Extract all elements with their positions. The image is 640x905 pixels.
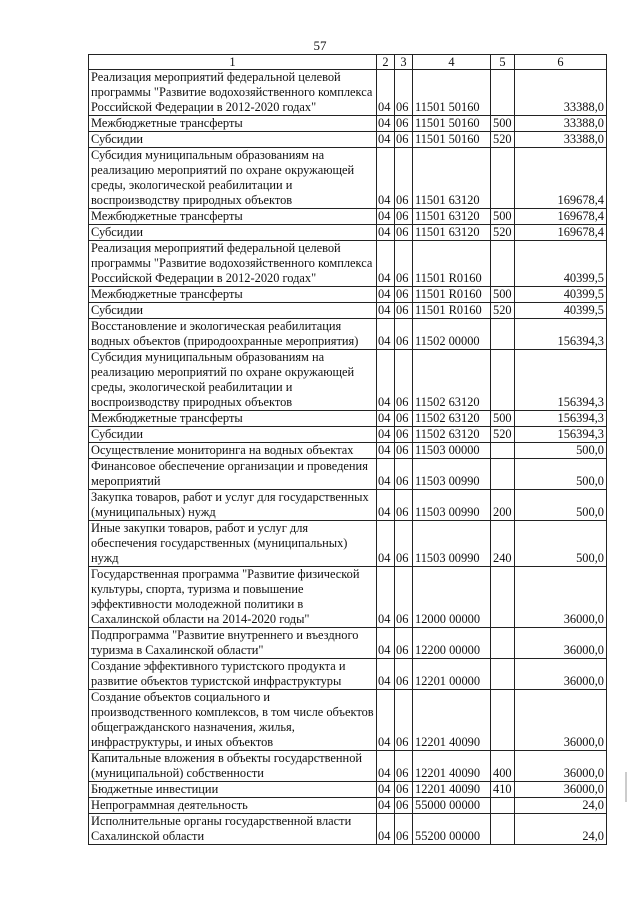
amount-cell: 156394,3 <box>515 427 607 443</box>
table-row <box>89 690 607 751</box>
target-article-cell: 11501 R0160 <box>413 287 491 303</box>
amount-cell: 500,0 <box>515 521 607 567</box>
amount-cell: 40399,5 <box>515 303 607 319</box>
expense-type-cell <box>491 628 515 659</box>
table-row <box>89 443 607 459</box>
description-cell: Субсидия муниципальным образованиям на реализацию мероприятий по охране окружающей среды, экологической реабилитации и воспроизводству природных объектов <box>89 350 377 411</box>
subsection-cell: 06 <box>395 411 413 427</box>
table-row <box>89 411 607 427</box>
table-row <box>89 225 607 241</box>
table-row <box>89 814 607 845</box>
target-article-cell: 11501 R0160 <box>413 303 491 319</box>
target-article-cell: 11502 63120 <box>413 411 491 427</box>
section-cell: 04 <box>377 287 395 303</box>
target-article-cell: 11502 63120 <box>413 350 491 411</box>
section-cell: 04 <box>377 132 395 148</box>
description-cell: Закупка товаров, работ и услуг для государственных (муниципальных) нужд <box>89 490 377 521</box>
subsection-cell: 06 <box>395 209 413 225</box>
target-article-cell: 12201 40090 <box>413 690 491 751</box>
description-cell: Межбюджетные трансферты <box>89 116 377 132</box>
description-cell: Субсидии <box>89 132 377 148</box>
subsection-cell: 06 <box>395 798 413 814</box>
section-cell: 04 <box>377 241 395 287</box>
expense-type-cell: 500 <box>491 287 515 303</box>
amount-cell: 156394,3 <box>515 411 607 427</box>
subsection-cell: 06 <box>395 70 413 116</box>
description-cell: Государственная программа "Развитие физической культуры, спорта, туризма и повышение эффективности молодежной политики в Сахалинской области на 2014-2020 годы" <box>89 567 377 628</box>
expense-type-cell <box>491 459 515 490</box>
amount-cell: 36000,0 <box>515 659 607 690</box>
table-row <box>89 798 607 814</box>
subsection-cell: 06 <box>395 690 413 751</box>
expense-type-cell <box>491 319 515 350</box>
subsection-cell: 06 <box>395 782 413 798</box>
description-cell: Межбюджетные трансферты <box>89 411 377 427</box>
expense-type-cell: 400 <box>491 751 515 782</box>
amount-cell: 33388,0 <box>515 132 607 148</box>
section-cell: 04 <box>377 443 395 459</box>
target-article-cell: 12200 00000 <box>413 628 491 659</box>
amount-cell: 36000,0 <box>515 567 607 628</box>
expense-type-cell <box>491 798 515 814</box>
expense-type-cell <box>491 241 515 287</box>
expense-type-cell <box>491 350 515 411</box>
subsection-cell: 06 <box>395 148 413 209</box>
description-cell: Субсидии <box>89 225 377 241</box>
table-row <box>89 659 607 690</box>
amount-cell: 36000,0 <box>515 782 607 798</box>
header-cell: 2 <box>377 55 395 70</box>
target-article-cell: 11501 R0160 <box>413 241 491 287</box>
expense-type-cell: 520 <box>491 427 515 443</box>
target-article-cell: 11501 63120 <box>413 209 491 225</box>
description-cell: Исполнительные органы государственной власти Сахалинской области <box>89 814 377 845</box>
amount-cell: 169678,4 <box>515 148 607 209</box>
amount-cell: 24,0 <box>515 798 607 814</box>
section-cell: 04 <box>377 814 395 845</box>
description-cell: Иные закупки товаров, работ и услуг для обеспечения государственных (муниципальных) нужд <box>89 521 377 567</box>
amount-cell: 156394,3 <box>515 319 607 350</box>
subsection-cell: 06 <box>395 132 413 148</box>
description-cell: Субсидии <box>89 303 377 319</box>
target-article-cell: 12000 00000 <box>413 567 491 628</box>
section-cell: 04 <box>377 427 395 443</box>
subsection-cell: 06 <box>395 521 413 567</box>
description-cell: Капитальные вложения в объекты государственной (муниципальной) собственности <box>89 751 377 782</box>
header-cell: 4 <box>413 55 491 70</box>
subsection-cell: 06 <box>395 567 413 628</box>
subsection-cell: 06 <box>395 350 413 411</box>
target-article-cell: 12201 40090 <box>413 751 491 782</box>
table-row <box>89 459 607 490</box>
table-row <box>89 70 607 116</box>
description-cell: Создание объектов социального и производственного комплексов, в том числе объектов общегражданского назначения, жилья, инфраструктуры, и иных объектов <box>89 690 377 751</box>
description-cell: Реализация мероприятий федеральной целевой программы "Развитие водохозяйственного комплекса Российской Федерации в 2012-2020 годах" <box>89 241 377 287</box>
section-cell: 04 <box>377 690 395 751</box>
expense-type-cell: 520 <box>491 303 515 319</box>
target-article-cell: 11501 50160 <box>413 116 491 132</box>
table-row <box>89 132 607 148</box>
description-cell: Создание эффективного туристского продукта и развитие объектов туристской инфраструктуры <box>89 659 377 690</box>
amount-cell: 40399,5 <box>515 241 607 287</box>
expense-type-cell: 500 <box>491 116 515 132</box>
expense-type-cell: 500 <box>491 209 515 225</box>
description-cell: Субсидии <box>89 427 377 443</box>
amount-cell: 500,0 <box>515 490 607 521</box>
table-row <box>89 319 607 350</box>
target-article-cell: 11503 00000 <box>413 443 491 459</box>
table-row <box>89 303 607 319</box>
expense-type-cell <box>491 690 515 751</box>
table-row <box>89 521 607 567</box>
target-article-cell: 55200 00000 <box>413 814 491 845</box>
table-row <box>89 116 607 132</box>
table-row <box>89 148 607 209</box>
subsection-cell: 06 <box>395 459 413 490</box>
table-row <box>89 427 607 443</box>
budget-table <box>88 54 607 845</box>
amount-cell: 500,0 <box>515 443 607 459</box>
target-article-cell: 11501 50160 <box>413 132 491 148</box>
subsection-cell: 06 <box>395 751 413 782</box>
description-cell: Реализация мероприятий федеральной целевой программы "Развитие водохозяйственного комплекса Российской Федерации в 2012-2020 годах" <box>89 70 377 116</box>
amount-cell: 156394,3 <box>515 350 607 411</box>
section-cell: 04 <box>377 116 395 132</box>
description-cell: Субсидия муниципальным образованиям на реализацию мероприятий по охране окружающей среды, экологической реабилитации и воспроизводству природных объектов <box>89 148 377 209</box>
page-number: 57 <box>313 38 327 53</box>
table-row <box>89 751 607 782</box>
target-article-cell: 11501 63120 <box>413 225 491 241</box>
section-cell: 04 <box>377 70 395 116</box>
target-article-cell: 11503 00990 <box>413 459 491 490</box>
expense-type-cell: 240 <box>491 521 515 567</box>
subsection-cell: 06 <box>395 225 413 241</box>
section-cell: 04 <box>377 350 395 411</box>
amount-cell: 40399,5 <box>515 287 607 303</box>
description-cell: Непрограммная деятельность <box>89 798 377 814</box>
section-cell: 04 <box>377 303 395 319</box>
table-body <box>89 70 607 845</box>
subsection-cell: 06 <box>395 628 413 659</box>
amount-cell: 500,0 <box>515 459 607 490</box>
section-cell: 04 <box>377 148 395 209</box>
section-cell: 04 <box>377 628 395 659</box>
target-article-cell: 55000 00000 <box>413 798 491 814</box>
expense-type-cell: 520 <box>491 225 515 241</box>
section-cell: 04 <box>377 319 395 350</box>
amount-cell: 33388,0 <box>515 116 607 132</box>
subsection-cell: 06 <box>395 287 413 303</box>
section-cell: 04 <box>377 225 395 241</box>
section-cell: 04 <box>377 521 395 567</box>
header-cell: 3 <box>395 55 413 70</box>
amount-cell: 36000,0 <box>515 690 607 751</box>
section-cell: 04 <box>377 659 395 690</box>
subsection-cell: 06 <box>395 659 413 690</box>
description-cell: Финансовое обеспечение организации и проведения мероприятий <box>89 459 377 490</box>
table-row <box>89 287 607 303</box>
subsection-cell: 06 <box>395 303 413 319</box>
expense-type-cell <box>491 659 515 690</box>
header-cell: 6 <box>515 55 607 70</box>
expense-type-cell: 520 <box>491 132 515 148</box>
amount-cell: 169678,4 <box>515 209 607 225</box>
description-cell: Восстановление и экологическая реабилитация водных объектов (природоохранные мероприятия) <box>89 319 377 350</box>
description-cell: Бюджетные инвестиции <box>89 782 377 798</box>
subsection-cell: 06 <box>395 490 413 521</box>
subsection-cell: 06 <box>395 116 413 132</box>
target-article-cell: 11501 50160 <box>413 70 491 116</box>
section-cell: 04 <box>377 411 395 427</box>
header-cell: 5 <box>491 55 515 70</box>
target-article-cell: 11501 63120 <box>413 148 491 209</box>
section-cell: 04 <box>377 798 395 814</box>
expense-type-cell: 200 <box>491 490 515 521</box>
header-cell: 1 <box>89 55 377 70</box>
subsection-cell: 06 <box>395 319 413 350</box>
expense-type-cell <box>491 443 515 459</box>
section-cell: 04 <box>377 567 395 628</box>
expense-type-cell: 500 <box>491 411 515 427</box>
description-cell: Подпрограмма "Развитие внутреннего и въездного туризма в Сахалинской области" <box>89 628 377 659</box>
table-row <box>89 209 607 225</box>
section-cell: 04 <box>377 782 395 798</box>
amount-cell: 33388,0 <box>515 70 607 116</box>
section-cell: 04 <box>377 459 395 490</box>
description-cell: Межбюджетные трансферты <box>89 287 377 303</box>
target-article-cell: 12201 00000 <box>413 659 491 690</box>
expense-type-cell <box>491 148 515 209</box>
expense-type-cell <box>491 70 515 116</box>
amount-cell: 169678,4 <box>515 225 607 241</box>
table-header-row <box>89 55 607 70</box>
target-article-cell: 11502 63120 <box>413 427 491 443</box>
section-cell: 04 <box>377 490 395 521</box>
amount-cell: 36000,0 <box>515 628 607 659</box>
target-article-cell: 11502 00000 <box>413 319 491 350</box>
section-cell: 04 <box>377 209 395 225</box>
subsection-cell: 06 <box>395 241 413 287</box>
target-article-cell: 12201 40090 <box>413 782 491 798</box>
table-row <box>89 350 607 411</box>
description-cell: Осуществление мониторинга на водных объектах <box>89 443 377 459</box>
table-row <box>89 567 607 628</box>
subsection-cell: 06 <box>395 443 413 459</box>
expense-type-cell: 410 <box>491 782 515 798</box>
expense-type-cell <box>491 567 515 628</box>
table-row <box>89 241 607 287</box>
target-article-cell: 11503 00990 <box>413 490 491 521</box>
subsection-cell: 06 <box>395 814 413 845</box>
table-row <box>89 490 607 521</box>
target-article-cell: 11503 00990 <box>413 521 491 567</box>
amount-cell: 36000,0 <box>515 751 607 782</box>
table-row <box>89 628 607 659</box>
expense-type-cell <box>491 814 515 845</box>
subsection-cell: 06 <box>395 427 413 443</box>
description-cell: Межбюджетные трансферты <box>89 209 377 225</box>
amount-cell: 24,0 <box>515 814 607 845</box>
section-cell: 04 <box>377 751 395 782</box>
scan-mark <box>625 772 627 802</box>
table-row <box>89 782 607 798</box>
